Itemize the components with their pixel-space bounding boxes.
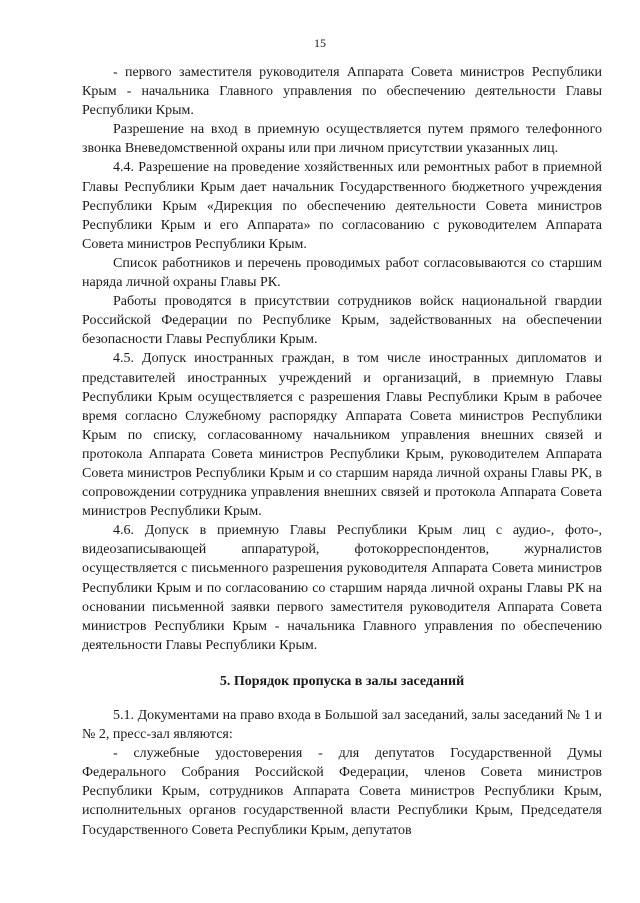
paragraph-4-4: 4.4. Разрешение на проведение хозяйственных или ремонтных работ в приемной Главы Республики Крым дает начальник Государственного бюджетного учреждения Республики Крым «Дирекция по обеспечению деятельности Совета министров Республики Крым и его Аппарата» по согласованию с руководителем Аппарата Совета министров Республики Крым. bbox=[82, 160, 602, 252]
paragraph-5-1: 5.1. Документами на право входа в Большой зал заседаний, залы заседаний № 1 и № 2, пресс-зал являются: bbox=[82, 708, 602, 743]
paragraph-entry-permission: Разрешение на вход в приемную осуществляется путем прямого телефонного звонка Вневедомственной охраны или при личном присутствии указанных лиц. bbox=[82, 122, 602, 157]
paragraph-first-deputy: - первого заместителя руководителя Аппарата Совета министров Республики Крым - начальника Главного управления по обеспечению деятельности Главы Республики Крым. bbox=[82, 65, 602, 119]
section-heading: 5. Порядок пропуска в залы заседаний bbox=[219, 673, 465, 689]
paragraph-ids-deputies: - служебные удостоверения - для депутатов Государственной Думы Федерального Собрания Российской Федерации, членов Совета министров Республики Крым, сотрудников Аппарата Совета министров Республики Крым, исполнительных органов государственной власти Республики Крым, Председателя Государственного Совета Республики Крым, депутатов bbox=[82, 746, 602, 838]
page-number: 15 bbox=[314, 36, 326, 50]
paragraph-works-guard: Работы проводятся в присутствии сотрудников войск национальной гвардии Российской Федерации по Республике Крым, задействованных на обеспечении безопасности Главы Республики Крым. bbox=[82, 294, 602, 348]
paragraph-4-5: 4.5. Допуск иностранных граждан, в том числе иностранных дипломатов и представителей иностранных учреждений и организаций, в приемную Главы Республики Крым осуществляется с разрешения Главы Республики Крым в рабочее время согласно Служебному распорядку Аппарата Совета министров Республики Крым по списку, согласованному начальником управления внешних связей и протокола Аппарата Совета министров Республики Крым, руководителем Аппарата Совета министров Республики Крым и со старшим наряда личной охраны Главы РК, в сопровождении сотрудника управления внешних связей и протокола Аппарата Совета министров Республики Крым. bbox=[82, 351, 602, 520]
paragraph-staff-list: Список работников и перечень проводимых работ согласовываются со старшим наряда личной охраны Главы РК. bbox=[82, 255, 602, 291]
document-body bbox=[82, 63, 602, 840]
paragraph-4-6: 4.6. Допуск в приемную Главы Республики Крым лиц с аудио-, фото-, видеозаписывающей аппаратурой, фотокорреспондентов, журналистов осуществляется с письменного разрешения руководителя Аппарата Совета министров Республики Крым и по согласованию со старшим наряда личной охраны Главы РК на основании письменной заявки первого заместителя руководителя Аппарата Совета министров Республики Крым - начальника Главного управления по обеспечению деятельности Главы Республики Крым. bbox=[82, 523, 602, 653]
